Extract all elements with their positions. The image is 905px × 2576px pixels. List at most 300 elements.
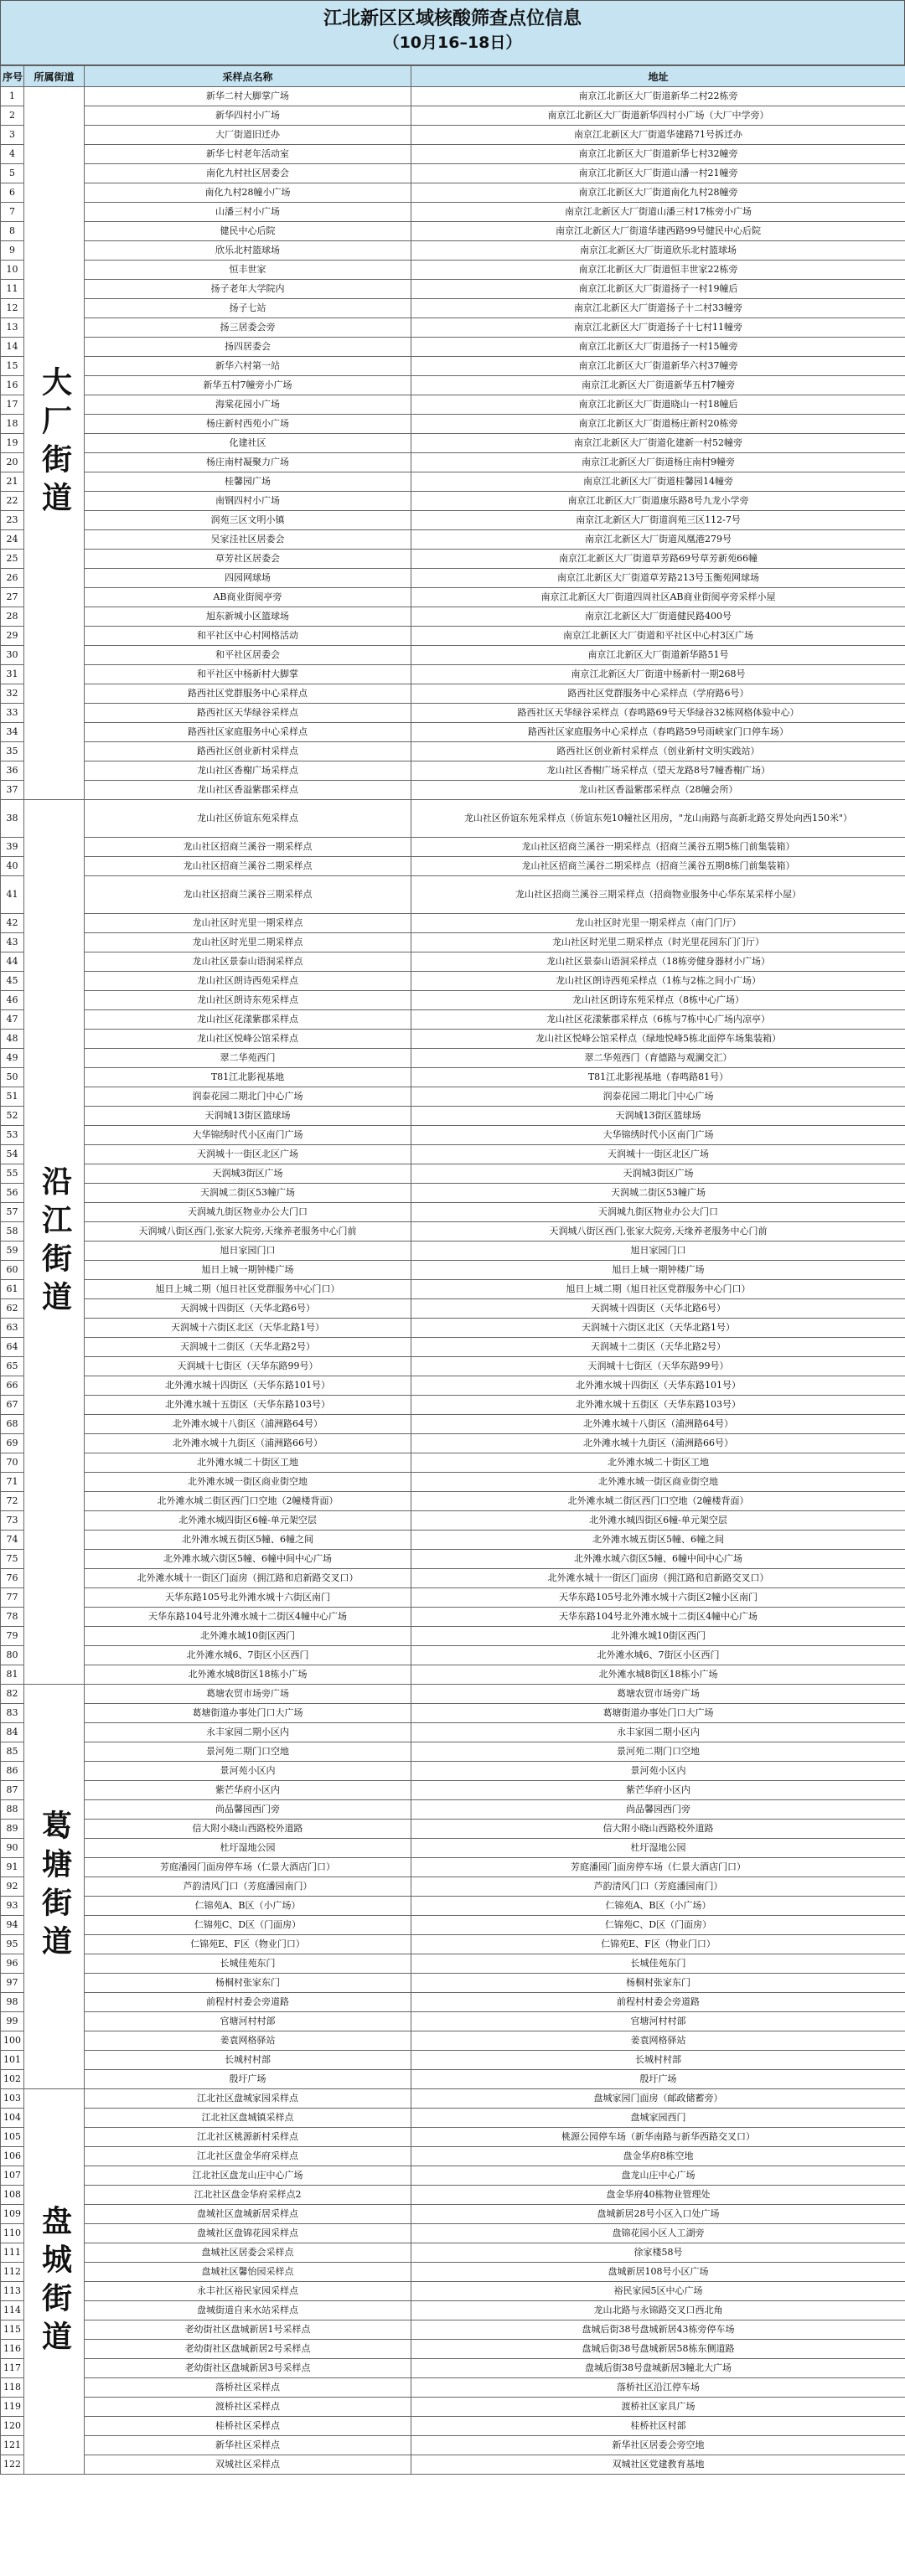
site-address: 葛塘农贸市场旁广场 xyxy=(411,1685,905,1704)
table-row xyxy=(1,241,905,261)
row-number: 119 xyxy=(1,2398,24,2417)
site-address: 龙山社区招商兰溪谷三期采样点（招商物业服务中心华东某采样小屋） xyxy=(411,876,905,914)
row-number: 105 xyxy=(1,2128,24,2147)
site-address: 南京江北新区大厂街道南化九村28幢旁 xyxy=(411,183,905,203)
site-name: 杨桐村张家东门 xyxy=(85,1974,411,1993)
site-address: 前程村村委会旁道路 xyxy=(411,1993,905,2012)
row-number: 56 xyxy=(1,1184,24,1203)
site-address: 南京江北新区大厂街道凤凰港279号 xyxy=(411,530,905,550)
row-number: 59 xyxy=(1,1242,24,1261)
site-name: 天润城十二街区（天华北路2号） xyxy=(85,1338,411,1357)
table-row xyxy=(1,569,905,588)
site-name: 天华东路104号北外滩水城十二街区4幢中心广场 xyxy=(85,1608,411,1627)
site-name: 江北社区盘金华府采样点 xyxy=(85,2147,411,2166)
site-address: 景河苑小区内 xyxy=(411,1762,905,1781)
table-row xyxy=(1,1897,905,1916)
site-name: 杜圩湿地公园 xyxy=(85,1839,411,1858)
table-row xyxy=(1,876,905,914)
table-row xyxy=(1,2070,905,2089)
site-name: 旭东新城小区篮球场 xyxy=(85,607,411,627)
street-name: 大厂街道 xyxy=(24,87,85,800)
page-subtitle: （10月16–18日） xyxy=(383,34,522,52)
table-row xyxy=(1,1993,905,2012)
site-address: 新华社区居委会旁空地 xyxy=(411,2436,905,2455)
row-number: 16 xyxy=(1,376,24,395)
site-name: 北外滩水城6、7街区小区西门 xyxy=(85,1646,411,1665)
site-address: 盘城新居108号小区广场 xyxy=(411,2263,905,2282)
table-row xyxy=(1,1184,905,1203)
row-number: 54 xyxy=(1,1145,24,1164)
table-row xyxy=(1,607,905,627)
table-row xyxy=(1,1974,905,1993)
site-address: 南京江北新区大厂街道化建新一村52幢旁 xyxy=(411,434,905,453)
site-name: 葛塘农贸市场旁广场 xyxy=(85,1685,411,1704)
row-number: 116 xyxy=(1,2340,24,2359)
site-address: 龙山社区花漾紫郡采样点（6栋与7栋中心广场内凉亭） xyxy=(411,1010,905,1030)
table-row xyxy=(1,395,905,415)
site-name: 长城村村部 xyxy=(85,2051,411,2070)
table-row xyxy=(1,1877,905,1897)
site-address: 永丰家园二期小区内 xyxy=(411,1723,905,1742)
site-name: 润苑三区文明小镇 xyxy=(85,511,411,530)
site-name: 和平社区中心村网格活动 xyxy=(85,627,411,646)
site-name: 盘城社区盘锦花园采样点 xyxy=(85,2224,411,2243)
row-number: 15 xyxy=(1,357,24,376)
site-address: 仁锦苑E、F区（物业门口） xyxy=(411,1935,905,1954)
row-number: 20 xyxy=(1,453,24,472)
site-address: 信大附小晓山西路校外道路 xyxy=(411,1820,905,1839)
site-name: 老幼街社区盘城新居1号采样点 xyxy=(85,2320,411,2340)
table-row xyxy=(1,665,905,684)
site-address: 仁锦苑C、D区（门面房） xyxy=(411,1916,905,1935)
table-row xyxy=(1,2031,905,2051)
table-row xyxy=(1,1203,905,1222)
table-row xyxy=(1,723,905,742)
site-name: 北外滩水城六街区5幢、6幢中间中心广场 xyxy=(85,1550,411,1569)
table-row xyxy=(1,472,905,492)
table-row xyxy=(1,2186,905,2205)
site-address: 旭日上城二期（旭日社区党群服务中心门口） xyxy=(411,1280,905,1299)
site-name: 龙山社区花漾紫郡采样点 xyxy=(85,1010,411,1030)
site-address: T81江北影视基地（春鸣路81号） xyxy=(411,1068,905,1087)
site-address: 南京江北新区大厂街道华建路71号拆迁办 xyxy=(411,126,905,145)
table-row xyxy=(1,550,905,569)
row-number: 49 xyxy=(1,1049,24,1068)
row-number: 94 xyxy=(1,1916,24,1935)
row-number: 63 xyxy=(1,1319,24,1338)
site-address: 北外滩水城8街区18栋小广场 xyxy=(411,1665,905,1685)
site-address: 路西社区创业新村采样点（创业新村文明实践站） xyxy=(411,742,905,761)
site-address: 旭日家园门口 xyxy=(411,1242,905,1261)
table-row xyxy=(1,857,905,876)
row-number: 97 xyxy=(1,1974,24,1993)
site-name: 路西社区创业新村采样点 xyxy=(85,742,411,761)
row-number: 117 xyxy=(1,2359,24,2378)
site-name: 天润城十六街区北区（天华北路1号） xyxy=(85,1319,411,1338)
site-address: 南京江北新区大厂街道华建西路99号健民中心后院 xyxy=(411,222,905,241)
site-name: 路西社区天华绿谷采样点 xyxy=(85,704,411,723)
site-address: 南京江北新区大厂街道新华四村小广场（大厂中学旁） xyxy=(411,106,905,126)
row-number: 81 xyxy=(1,1665,24,1685)
row-number: 25 xyxy=(1,550,24,569)
site-name: 扬四居委会 xyxy=(85,338,411,357)
table-row xyxy=(1,164,905,183)
site-name: 龙山社区香溢紫郡采样点 xyxy=(85,781,411,800)
site-name: 新华五村7幢旁小广场 xyxy=(85,376,411,395)
row-number: 2 xyxy=(1,106,24,126)
row-number: 17 xyxy=(1,395,24,415)
row-number: 66 xyxy=(1,1376,24,1396)
table-row xyxy=(1,1338,905,1357)
site-name: 龙山社区景泰山语洞采样点 xyxy=(85,952,411,972)
table-row xyxy=(1,1781,905,1800)
site-name: 天华东路105号北外滩水城十六街区南门 xyxy=(85,1588,411,1608)
site-address: 天华东路105号北外滩水城十六街区2幢小区南门 xyxy=(411,1588,905,1608)
site-name: 新华四村小广场 xyxy=(85,106,411,126)
site-address: 裕民家园5区中心广场 xyxy=(411,2282,905,2301)
row-number: 98 xyxy=(1,1993,24,2012)
site-address: 落桥社区沿江停车场 xyxy=(411,2378,905,2398)
site-address: 长城佳苑东门 xyxy=(411,1954,905,1974)
site-name: 北外滩水城十九街区（浦洲路66号） xyxy=(85,1434,411,1453)
row-number: 43 xyxy=(1,933,24,952)
site-name: 海棠花园小广场 xyxy=(85,395,411,415)
row-number: 77 xyxy=(1,1588,24,1608)
table-row xyxy=(1,588,905,607)
site-name: 仁锦苑A、B区（小广场） xyxy=(85,1897,411,1916)
row-number: 83 xyxy=(1,1704,24,1723)
site-name: 盘城社区馨怡园采样点 xyxy=(85,2263,411,2282)
site-name: 仁锦苑E、F区（物业门口） xyxy=(85,1935,411,1954)
site-name: 龙山社区招商兰溪谷一期采样点 xyxy=(85,838,411,857)
site-name: 双城社区采样点 xyxy=(85,2455,411,2475)
table-row xyxy=(1,338,905,357)
row-number: 71 xyxy=(1,1473,24,1492)
site-address: 龙山社区景泰山语洞采样点（18栋旁健身器材小广场） xyxy=(411,952,905,972)
site-address: 南京江北新区大厂街道扬子十七村11幢旁 xyxy=(411,318,905,338)
row-number: 50 xyxy=(1,1068,24,1087)
site-address: 仁锦苑A、B区（小广场） xyxy=(411,1897,905,1916)
table-row xyxy=(1,1762,905,1781)
site-address: 北外滩水城一街区商业街空地 xyxy=(411,1473,905,1492)
table-row xyxy=(1,2224,905,2243)
row-number: 85 xyxy=(1,1742,24,1762)
site-name: 南化九村28幢小广场 xyxy=(85,183,411,203)
site-address: 南京江北新区大厂街道中杨新村一期268号 xyxy=(411,665,905,684)
table-row xyxy=(1,1511,905,1531)
table-row xyxy=(1,183,905,203)
site-name: 龙山社区朗诗东苑采样点 xyxy=(85,991,411,1010)
site-address: 杜圩湿地公园 xyxy=(411,1839,905,1858)
row-number: 72 xyxy=(1,1492,24,1511)
table-row xyxy=(1,415,905,434)
table-row xyxy=(1,1954,905,1974)
site-name: 新华二村大脚掌广场 xyxy=(85,87,411,106)
table-row xyxy=(1,1261,905,1280)
table-row xyxy=(1,991,905,1010)
row-number: 76 xyxy=(1,1569,24,1588)
table-row xyxy=(1,1107,905,1126)
table-row xyxy=(1,781,905,800)
row-number: 26 xyxy=(1,569,24,588)
table-row xyxy=(1,1434,905,1453)
row-number: 4 xyxy=(1,145,24,164)
site-address: 大华锦绣时代小区南门广场 xyxy=(411,1126,905,1145)
table-row xyxy=(1,1299,905,1319)
row-number: 7 xyxy=(1,203,24,222)
site-name: 翠二华苑西门 xyxy=(85,1049,411,1068)
table-row xyxy=(1,318,905,338)
site-address: 天润城二街区53幢广场 xyxy=(411,1184,905,1203)
site-name: 老幼街社区盘城新居2号采样点 xyxy=(85,2340,411,2359)
table-row xyxy=(1,1646,905,1665)
table-row xyxy=(1,646,905,665)
site-address: 桃源公园停车场（新华南路与新华西路交叉口） xyxy=(411,2128,905,2147)
site-address: 南京江北新区大厂街道新华七村32幢旁 xyxy=(411,145,905,164)
site-name: 恒丰世家 xyxy=(85,261,411,280)
site-name: 南化九村社区居委会 xyxy=(85,164,411,183)
row-number: 82 xyxy=(1,1685,24,1704)
row-number: 39 xyxy=(1,838,24,857)
table-row xyxy=(1,1704,905,1723)
row-number: 31 xyxy=(1,665,24,684)
site-name: 健民中心后院 xyxy=(85,222,411,241)
table-row xyxy=(1,2417,905,2436)
row-number: 106 xyxy=(1,2147,24,2166)
site-address: 南京江北新区大厂街道杨庄新村20栋旁 xyxy=(411,415,905,434)
row-number: 55 xyxy=(1,1164,24,1184)
site-address: 盘城家园门面房（邮政储蓄旁） xyxy=(411,2089,905,2109)
site-name: 北外滩水城十一街区门面房（拥江路和启新路交叉口） xyxy=(85,1569,411,1588)
table-row xyxy=(1,376,905,395)
site-address: 南京江北新区大厂街道山潘一村21幢旁 xyxy=(411,164,905,183)
site-name: 龙山社区时光里二期采样点 xyxy=(85,933,411,952)
table-row xyxy=(1,2320,905,2340)
table-row xyxy=(1,684,905,704)
site-name: 江北社区盘龙山庄中心广场 xyxy=(85,2166,411,2186)
site-name: 北外滩水城一街区商业街空地 xyxy=(85,1473,411,1492)
site-address: 龙山社区侨谊东苑采样点（侨谊东苑10幢社区用房，"龙山南路与高新北路交界处向西150米"） xyxy=(411,800,905,838)
site-address: 芦韵清风门口（芳庭潘园南门） xyxy=(411,1877,905,1897)
table-row xyxy=(1,1588,905,1608)
table-row xyxy=(1,1800,905,1820)
site-name: 景河苑小区内 xyxy=(85,1762,411,1781)
site-name: 仁锦苑C、D区（门面房） xyxy=(85,1916,411,1935)
site-name: 殷圩广场 xyxy=(85,2070,411,2089)
site-address: 南京江北新区大厂街道山潘三村17栋旁小广场 xyxy=(411,203,905,222)
site-name: 旭日上城一期钟楼广场 xyxy=(85,1261,411,1280)
row-number: 122 xyxy=(1,2455,24,2475)
site-name: 旭日家园门口 xyxy=(85,1242,411,1261)
table-row xyxy=(1,972,905,991)
row-number: 88 xyxy=(1,1800,24,1820)
site-name: 化建社区 xyxy=(85,434,411,453)
row-number: 14 xyxy=(1,338,24,357)
site-name: 吴家洼社区居委会 xyxy=(85,530,411,550)
site-name: 桂馨园广场 xyxy=(85,472,411,492)
row-number: 35 xyxy=(1,742,24,761)
site-address: 龙山社区朗诗西苑采样点（1栋与2栋之间小广场） xyxy=(411,972,905,991)
row-number: 12 xyxy=(1,299,24,318)
row-number: 101 xyxy=(1,2051,24,2070)
table-row xyxy=(1,1357,905,1376)
row-number: 62 xyxy=(1,1299,24,1319)
site-address: 南京江北新区大厂街道恒丰世家22栋旁 xyxy=(411,261,905,280)
site-address: 天润城九街区物业办公大门口 xyxy=(411,1203,905,1222)
row-number: 24 xyxy=(1,530,24,550)
site-address: 龙山社区悦峰公馆采样点（绿地悦峰5栋北面停车场集装箱） xyxy=(411,1030,905,1049)
table-row xyxy=(1,1550,905,1569)
site-name: 老幼街社区盘城新居3号采样点 xyxy=(85,2359,411,2378)
site-name: 扬子七站 xyxy=(85,299,411,318)
row-number: 91 xyxy=(1,1858,24,1877)
table-row xyxy=(1,357,905,376)
row-number: 58 xyxy=(1,1222,24,1242)
site-name: 天润城十四街区（天华北路6号） xyxy=(85,1299,411,1319)
site-name: 长城佳苑东门 xyxy=(85,1954,411,1974)
table-row xyxy=(1,933,905,952)
site-name: 新华社区采样点 xyxy=(85,2436,411,2455)
table-row xyxy=(1,914,905,933)
site-name: 龙山社区招商兰溪谷三期采样点 xyxy=(85,876,411,914)
table-row xyxy=(1,87,905,106)
row-number: 87 xyxy=(1,1781,24,1800)
site-name: 天润城二街区53幢广场 xyxy=(85,1184,411,1203)
row-number: 121 xyxy=(1,2436,24,2455)
row-number: 70 xyxy=(1,1453,24,1473)
table-row xyxy=(1,2340,905,2359)
site-name: 北外滩水城十五街区（天华东路103号） xyxy=(85,1396,411,1415)
site-address: 龙山社区招商兰溪谷一期采样点（招商兰溪谷五期5栋门前集装箱） xyxy=(411,838,905,857)
site-name: 渡桥社区采样点 xyxy=(85,2398,411,2417)
row-number: 73 xyxy=(1,1511,24,1531)
row-number: 75 xyxy=(1,1550,24,1569)
site-name: 北外滩水城十八街区（浦洲路64号） xyxy=(85,1415,411,1434)
site-name: 天润城十七街区（天华东路99号） xyxy=(85,1357,411,1376)
site-address: 北外滩水城六街区5幢、6幢中间中心广场 xyxy=(411,1550,905,1569)
site-name: 北外滩水城十四街区（天华东路101号） xyxy=(85,1376,411,1396)
row-number: 64 xyxy=(1,1338,24,1357)
row-number: 57 xyxy=(1,1203,24,1222)
table-row xyxy=(1,1665,905,1685)
table-row xyxy=(1,1068,905,1087)
row-number: 68 xyxy=(1,1415,24,1434)
site-name: 北外滩水城10街区西门 xyxy=(85,1627,411,1646)
row-number: 13 xyxy=(1,318,24,338)
row-number: 40 xyxy=(1,857,24,876)
row-number: 95 xyxy=(1,1935,24,1954)
site-name: 草芳社区居委会 xyxy=(85,550,411,569)
row-number: 11 xyxy=(1,280,24,299)
header-seq: 序号 xyxy=(1,66,24,87)
site-address: 南京江北新区大厂街道新华二村22栋旁 xyxy=(411,87,905,106)
table-row xyxy=(1,800,905,838)
table-row xyxy=(1,1858,905,1877)
row-number: 41 xyxy=(1,876,24,914)
site-name: 北外滩水城8街区18栋小广场 xyxy=(85,1665,411,1685)
site-name: 芳庭潘园门面房停车场（仁景大酒店门口） xyxy=(85,1858,411,1877)
header-site: 采样点名称 xyxy=(85,66,411,87)
site-address: 盘城后街38号盘城新居43栋旁停车场 xyxy=(411,2320,905,2340)
site-name: 和平社区中杨新村大脚掌 xyxy=(85,665,411,684)
row-number: 118 xyxy=(1,2378,24,2398)
row-number: 51 xyxy=(1,1087,24,1107)
site-address: 盘城后街38号盘城新居58栋东侧道路 xyxy=(411,2340,905,2359)
row-number: 112 xyxy=(1,2263,24,2282)
site-address: 旭日上城一期钟楼广场 xyxy=(411,1261,905,1280)
site-address: 天润城十一街区北区广场 xyxy=(411,1145,905,1164)
site-address: 北外滩水城二街区西门口空地（2幢楼背面） xyxy=(411,1492,905,1511)
row-number: 44 xyxy=(1,952,24,972)
table-row xyxy=(1,453,905,472)
site-address: 盘锦花园小区人工湖旁 xyxy=(411,2224,905,2243)
site-address: 北外滩水城二十街区工地 xyxy=(411,1453,905,1473)
site-address: 天润城十二街区（天华北路2号） xyxy=(411,1338,905,1357)
site-name: 永丰家园二期小区内 xyxy=(85,1723,411,1742)
site-address: 徐家楼58号 xyxy=(411,2243,905,2263)
table-row xyxy=(1,1126,905,1145)
row-number: 8 xyxy=(1,222,24,241)
row-number: 114 xyxy=(1,2301,24,2320)
site-name: 龙山社区招商兰溪谷二期采样点 xyxy=(85,857,411,876)
table-row xyxy=(1,2051,905,2070)
site-address: 南京江北新区大厂街道杨庄南村9幢旁 xyxy=(411,453,905,472)
table-row xyxy=(1,106,905,126)
site-address: 南京江北新区大厂街道扬子十二村33幢旁 xyxy=(411,299,905,318)
site-address: 天润城十四街区（天华北路6号） xyxy=(411,1299,905,1319)
row-number: 1 xyxy=(1,87,24,106)
row-number: 30 xyxy=(1,646,24,665)
table-row xyxy=(1,1222,905,1242)
site-name: 天润城九街区物业办公大门口 xyxy=(85,1203,411,1222)
table-row xyxy=(1,761,905,781)
row-number: 107 xyxy=(1,2166,24,2186)
table-row xyxy=(1,1376,905,1396)
site-name: 葛塘街道办事处门口大广场 xyxy=(85,1704,411,1723)
row-number: 111 xyxy=(1,2243,24,2263)
table-row xyxy=(1,2166,905,2186)
row-number: 96 xyxy=(1,1954,24,1974)
row-number: 33 xyxy=(1,704,24,723)
site-address: 盘金华府40栋物业管理处 xyxy=(411,2186,905,2205)
site-name: 北外滩水城二十街区工地 xyxy=(85,1453,411,1473)
site-address: 南京江北新区大厂街道扬子一村19幢后 xyxy=(411,280,905,299)
site-name: 杨庄新村西苑小广场 xyxy=(85,415,411,434)
table-row xyxy=(1,1627,905,1646)
site-address: 紫芒华府小区内 xyxy=(411,1781,905,1800)
site-name: 落桥社区采样点 xyxy=(85,2378,411,2398)
row-number: 48 xyxy=(1,1030,24,1049)
site-name: 龙山社区朗诗西苑采样点 xyxy=(85,972,411,991)
site-name: 姜袁网格驿站 xyxy=(85,2031,411,2051)
site-name: 前程村村委会旁道路 xyxy=(85,1993,411,2012)
site-address: 南京江北新区大厂街道润苑三区112-7号 xyxy=(411,511,905,530)
site-name: 新华六村第一站 xyxy=(85,357,411,376)
table-row xyxy=(1,2263,905,2282)
site-name: 盘城社区居委会采样点 xyxy=(85,2243,411,2263)
table-row xyxy=(1,2205,905,2224)
table-row xyxy=(1,261,905,280)
row-number: 3 xyxy=(1,126,24,145)
row-number: 23 xyxy=(1,511,24,530)
table-body xyxy=(1,87,905,2475)
row-number: 86 xyxy=(1,1762,24,1781)
row-number: 110 xyxy=(1,2224,24,2243)
row-number: 90 xyxy=(1,1839,24,1858)
site-address: 殷圩广场 xyxy=(411,2070,905,2089)
table-row xyxy=(1,627,905,646)
title-block xyxy=(0,0,905,65)
